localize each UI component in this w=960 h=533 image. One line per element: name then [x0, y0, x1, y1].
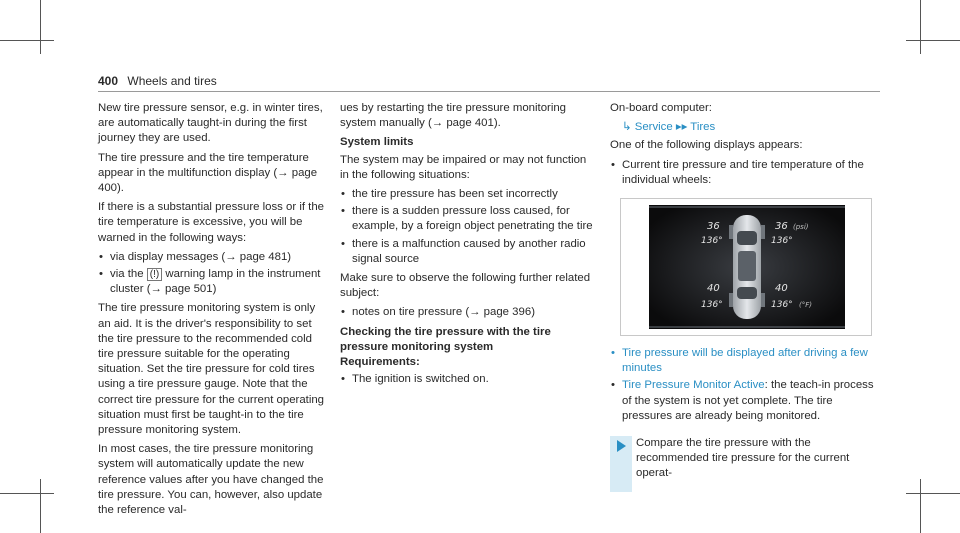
tire-front-left	[729, 225, 733, 239]
crop-mark	[906, 493, 960, 494]
message-monitor-active: Tire Pressure Monitor Active	[622, 379, 765, 392]
tire-pressure-display	[649, 205, 845, 329]
paragraph: On-board computer:	[610, 102, 712, 114]
paragraph: ues by restarting the tire pressure monitoring system manually (→ page 401).	[340, 102, 567, 130]
instruction-step	[610, 436, 880, 482]
rear-left-pressure: 40	[707, 283, 720, 295]
front-right-pressure: 36	[775, 221, 788, 233]
list-item: • Current tire pressure and tire temperature of the individual wheels:	[610, 158, 880, 188]
list-item-text: warning lamp in the instrument cluster (→ page 501)	[110, 268, 321, 296]
list-item	[610, 378, 880, 424]
list-item: • notes on tire pressure (→ page 396)	[340, 305, 594, 320]
list-item-text: : the teach-in process of the system is not yet complete. The tire pressures are already being monitored.	[622, 379, 874, 422]
list-item: • the tire pressure has been set incorrectly	[340, 187, 594, 202]
front-left-pressure: 36	[707, 221, 720, 233]
crop-mark	[40, 479, 41, 533]
pressure-unit: (psi)	[793, 223, 809, 232]
menu-item-tires: Tires	[690, 121, 716, 134]
paragraph: One of the following displays appears:	[610, 139, 803, 152]
rear-right-temperature: 136°	[771, 300, 793, 311]
header-divider	[98, 91, 880, 92]
menu-path	[610, 120, 880, 135]
related-list	[340, 305, 594, 320]
requirements-label: Requirements:	[340, 356, 420, 369]
double-chevron-icon: ▸▸	[675, 121, 688, 134]
paragraph: The tire pressure monitoring system is only an aid. It is the driver's responsibility to set the tire pressure to the recommended cold tire pressure suitable for the operating situation. Set the tire pressure for cold tires using a tire pressure gauge. Note that the correct tire pressure for the current operating situation must first be taught-in to the tire pressure monitoring system.	[98, 302, 325, 437]
list-item: • there is a sudden pressure loss caused, for example, by a foreign object penetrating the tire	[340, 204, 594, 234]
page-number: 400	[98, 74, 119, 88]
crop-mark	[920, 0, 921, 54]
rear-left-temperature: 136°	[701, 300, 723, 311]
list-item-text: via the	[110, 268, 144, 281]
page-header	[98, 74, 217, 88]
tire-rear-right	[761, 293, 765, 307]
heading-checking-tire-pressure: Checking the tire pressure with the tire pressure monitoring system	[340, 325, 551, 353]
tire-pressure-display-figure	[620, 198, 872, 336]
paragraph: The tire pressure and the tire temperature appear in the multifunction display (→ page 400).	[98, 151, 318, 195]
displays-list	[610, 158, 880, 188]
tire-warning-icon: (!)	[147, 268, 162, 281]
paragraph: New tire pressure sensor, e.g. in winter tires, are automatically taught-in during the first journey they are used.	[98, 102, 323, 145]
tire-front-right	[761, 225, 765, 239]
paragraph: If there is a substantial pressure loss or if the tire temperature is excessive, you will be warned in the following ways:	[98, 201, 325, 244]
list-item: • via display messages (→ page 481)	[98, 250, 326, 265]
front-right-temperature: 136°	[771, 236, 793, 247]
step-text: Compare the tire pressure with the recommended tire pressure for the current operat-	[636, 437, 850, 480]
list-item-message: • Tire pressure will be displayed after driving a few minutes	[610, 346, 880, 376]
crop-mark	[0, 493, 54, 494]
crop-mark	[40, 0, 41, 54]
paragraph: The system may be impaired or may not function in the following situations:	[340, 153, 587, 181]
paragraph: Make sure to observe the following further related subject:	[340, 272, 591, 300]
menu-arrow-icon: ↳	[622, 121, 632, 134]
section-title: Wheels and tires	[127, 74, 217, 88]
heading-system-limits: System limits	[340, 136, 414, 149]
column-1	[98, 101, 326, 522]
crop-mark	[0, 40, 54, 41]
crop-mark	[920, 479, 921, 533]
car-top-view-graphic	[649, 205, 845, 329]
display-messages-list	[610, 346, 880, 424]
warning-methods-list	[98, 250, 326, 298]
paragraph: In most cases, the tire pressure monitoring system will automatically update the new reference values after you have changed the tire pressure. You can, however, also update the reference val-	[98, 443, 324, 517]
crop-mark	[906, 40, 960, 41]
step-arrow-icon	[610, 436, 632, 492]
list-item: • The ignition is switched on.	[340, 372, 594, 387]
menu-item-service: Service	[634, 121, 673, 134]
requirements-list	[340, 372, 594, 387]
rear-right-pressure: 40	[775, 283, 788, 295]
column-2	[340, 101, 594, 391]
temperature-unit: (°F)	[799, 301, 812, 310]
tire-rear-left	[729, 293, 733, 307]
list-item: • there is a malfunction caused by another radio signal source	[340, 237, 594, 267]
limits-list	[340, 187, 594, 267]
list-item	[98, 267, 326, 297]
front-left-temperature: 136°	[701, 236, 723, 247]
column-3	[610, 101, 880, 482]
